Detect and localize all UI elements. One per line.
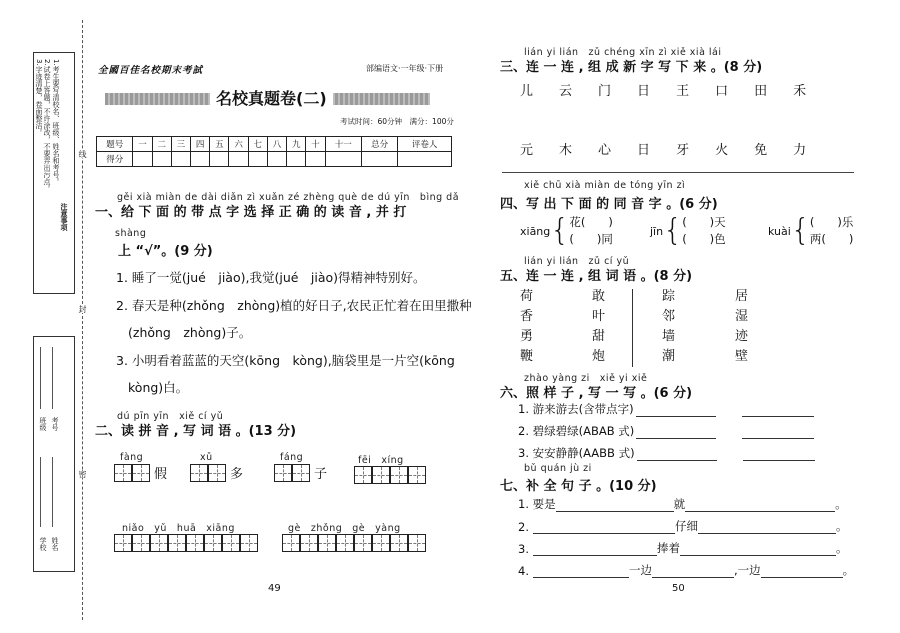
q5-col-4: 居 湿 迹 壁	[735, 289, 749, 364]
q2-word-ge-zhong-ge-yang: gè zhǒng gè yàng	[282, 520, 426, 552]
q3-top-row	[520, 80, 806, 99]
q2-word-niao-yu-hua-xiang: niǎo yǔ huā xiāng	[114, 520, 258, 552]
answer-blank[interactable]	[652, 577, 734, 578]
q2-word-xu-duo: xǔ 多	[190, 452, 243, 482]
writing-grid-cell[interactable]	[208, 464, 226, 482]
q3-bottom-row	[520, 139, 806, 158]
score-table-header-row: 题号 一 二 三 四 五 六 七 八 九 十 十一 总分 评卷人	[97, 137, 452, 152]
q6-item-2: 2. 碧绿碧绿(ABAB 式)	[518, 423, 814, 439]
notice-title: 注意事项	[60, 203, 69, 231]
writing-grid-cell[interactable]	[336, 534, 354, 552]
writing-grid-cell[interactable]	[372, 534, 390, 552]
q7-pinyin: bǔ quán jù zi	[524, 463, 592, 474]
q2-word-fang-jia: fàng 假	[114, 452, 167, 482]
notice-line-3: 3.字迹清楚，卷面整洁。	[35, 59, 43, 136]
q6-item-1: 1. 游来游去(含带点字)	[518, 401, 814, 417]
brace-icon: {	[790, 213, 810, 248]
q3-char[interactable]: 口	[715, 84, 729, 99]
q5-divider	[632, 289, 633, 367]
answer-blank[interactable]	[698, 533, 836, 534]
q3-char[interactable]: 元	[520, 143, 534, 158]
q3-answer-line[interactable]	[502, 172, 854, 173]
series-logo: 全國百佳名校期末考試	[98, 65, 204, 76]
q3-pinyin: lián yi lián zǔ chéng xīn zì xiě xià lái	[524, 47, 722, 58]
q3-title: 三、连 一 连 , 组 成 新 字 写 下 来 。(8 分)	[500, 60, 763, 75]
notice-line-1: 1.考生要写清校名、班级、姓名和考号。	[52, 59, 60, 185]
writing-grid-cell[interactable]	[186, 534, 204, 552]
answer-blank[interactable]	[533, 555, 657, 556]
notice-line-2: 2.试卷上答题，不许涂改，不要弄出污点。	[43, 59, 51, 192]
answer-blank[interactable]	[533, 577, 629, 578]
q2-pinyin: dú pīn yīn xiě cí yǔ	[117, 411, 224, 422]
secret-label: 密	[78, 470, 87, 478]
writing-grid-cell[interactable]	[114, 464, 132, 482]
q6-pinyin: zhào yàng zi xiě yi xiě	[524, 373, 648, 384]
writing-grid-cell[interactable]	[150, 534, 168, 552]
writing-grid-cell[interactable]	[354, 534, 372, 552]
seal-label: 封	[78, 305, 87, 313]
score-table	[96, 136, 452, 167]
answer-blank[interactable]	[680, 555, 836, 556]
brace-icon: {	[663, 213, 683, 248]
writing-grid-cell[interactable]	[282, 534, 300, 552]
writing-grid-cell[interactable]	[168, 534, 186, 552]
q1-item-3[interactable]: 3. 小明看着蓝蓝的天空(kōng kòng),脑袋里是一片空(kōng	[116, 353, 455, 368]
q7-item-3: 3. 捧着 。	[518, 541, 848, 556]
q4-group-kuai: kuài { ( )乐 两( )	[768, 213, 854, 248]
edition-label: 部编语文·一年级·下册	[366, 64, 444, 73]
q2-title: 二、读 拼 音 , 写 词 语 。(13 分)	[95, 424, 297, 439]
q3-char[interactable]: 火	[715, 143, 729, 158]
field-class: 班级	[39, 417, 47, 431]
answer-blank[interactable]	[761, 577, 843, 578]
q7-item-4: 4. 一边 ,一边 。	[518, 563, 855, 578]
q1-item-1[interactable]: 1. 睡了一觉(jué jiào),我觉(jué jiào)得精神特别好。	[116, 270, 426, 285]
writing-grid-cell[interactable]	[408, 466, 426, 484]
writing-grid-cell[interactable]	[204, 534, 222, 552]
q3-char[interactable]: 力	[793, 143, 807, 158]
q3-char[interactable]: 云	[559, 84, 573, 99]
writing-grid-cell[interactable]	[390, 534, 408, 552]
q3-char[interactable]: 木	[559, 143, 573, 158]
answer-blank[interactable]	[685, 511, 835, 512]
q7-title: 七、补 全 句 子 。(10 分)	[500, 479, 657, 494]
q3-char[interactable]: 日	[637, 84, 651, 99]
q4-pinyin: xiě chū xià miàn de tóng yīn zì	[524, 180, 686, 191]
q5-title: 五、连 一 连 , 组 词 语 。(8 分)	[500, 269, 693, 284]
q1-item-3-cont[interactable]: kòng)白。	[128, 380, 189, 395]
q2-word-fang-zi: fáng 子	[274, 452, 327, 482]
q3-char[interactable]: 儿	[520, 84, 534, 99]
field-name: 姓名	[51, 537, 59, 551]
answer-blank[interactable]	[533, 533, 675, 534]
q3-char[interactable]: 王	[676, 84, 690, 99]
writing-grid-cell[interactable]	[300, 534, 318, 552]
answer-blank[interactable]	[556, 511, 674, 512]
answer-blank[interactable]	[743, 460, 815, 461]
writing-grid-cell[interactable]	[132, 534, 150, 552]
q3-char[interactable]: 门	[598, 84, 612, 99]
q7-item-1: 1. 要是 就 。	[518, 497, 847, 511]
q2-word-fei-xing: fēi xíng	[354, 452, 426, 484]
page-number-left: 49	[268, 583, 281, 594]
page-title: 名校真题卷(二)	[210, 86, 333, 109]
q1-title: 一、给 下 面 的 带 点 字 选 择 正 确 的 读 音 , 并 打	[95, 205, 407, 220]
writing-grid-cell[interactable]	[132, 464, 150, 482]
q5-col-3: 踪 邻 墙 潮	[662, 289, 676, 364]
student-info-box	[33, 336, 75, 572]
q1-pinyin-2: shàng	[115, 228, 147, 239]
answer-blank[interactable]	[742, 416, 814, 417]
q6-title: 六、照 样 子 , 写 一 写 。(6 分)	[500, 386, 693, 401]
writing-grid-cell[interactable]	[240, 534, 258, 552]
writing-grid-cell[interactable]	[274, 464, 292, 482]
exam-info: 考试时间：60分钟 满分：100分	[340, 117, 454, 126]
brace-icon: {	[550, 213, 570, 248]
q5-pinyin: lián yi lián zǔ cí yǔ	[524, 256, 630, 267]
writing-grid-cell[interactable]	[408, 534, 426, 552]
q3-char[interactable]: 免	[754, 143, 768, 158]
q5-col-2: 敢 叶 甜 炮	[592, 289, 606, 364]
side-cut-line	[82, 20, 83, 620]
q3-char[interactable]: 禾	[793, 84, 807, 99]
q3-char[interactable]: 心	[598, 143, 612, 158]
writing-grid-cell[interactable]	[372, 466, 390, 484]
writing-grid-cell[interactable]	[390, 466, 408, 484]
field-number: 考号	[51, 417, 59, 431]
q7-item-2: 2. 仔细 。	[518, 519, 848, 534]
answer-blank[interactable]	[636, 438, 716, 439]
q5-col-1: 荷 香 勇 鞭	[520, 289, 534, 364]
q3-char[interactable]: 牙	[676, 143, 690, 158]
notice-box	[33, 52, 75, 294]
writing-grid-cell[interactable]	[292, 464, 310, 482]
writing-grid-cell[interactable]	[354, 466, 372, 484]
page-number-right: 50	[672, 583, 685, 594]
q6-item-3: 3. 安安静静(AABB 式)	[518, 445, 815, 461]
q1-item-2-cont[interactable]: (zhǒng zhòng)子。	[128, 325, 252, 340]
answer-blank[interactable]	[742, 438, 814, 439]
line-label: 线	[78, 150, 87, 158]
field-school: 学校	[39, 537, 47, 551]
writing-grid-cell[interactable]	[190, 464, 208, 482]
q4-group-xiang: xiāng { 花( ) ( )同	[520, 213, 613, 248]
answer-blank[interactable]	[637, 460, 717, 461]
q1-pinyin: gěi xià miàn de dài diǎn zì xuǎn zé zhèng què de dú yīn bìng dǎ	[117, 192, 460, 203]
q3-char[interactable]: 日	[637, 143, 651, 158]
answer-blank[interactable]	[636, 416, 716, 417]
q3-char[interactable]: 田	[754, 84, 768, 99]
score-table-score-row: 得分	[97, 152, 452, 167]
writing-grid-cell[interactable]	[114, 534, 132, 552]
q4-group-jin: jīn { ( )天 ( )色	[650, 213, 726, 248]
q1-item-2[interactable]: 2. 春天是种(zhǒng zhòng)植的好日子,农民正忙着在田里撒种	[116, 298, 472, 313]
q4-title: 四、写 出 下 面 的 同 音 字 。(6 分)	[500, 197, 718, 212]
writing-grid-cell[interactable]	[318, 534, 336, 552]
q1-title-2: 上 “√”。(9 分)	[118, 244, 213, 259]
writing-grid-cell[interactable]	[222, 534, 240, 552]
